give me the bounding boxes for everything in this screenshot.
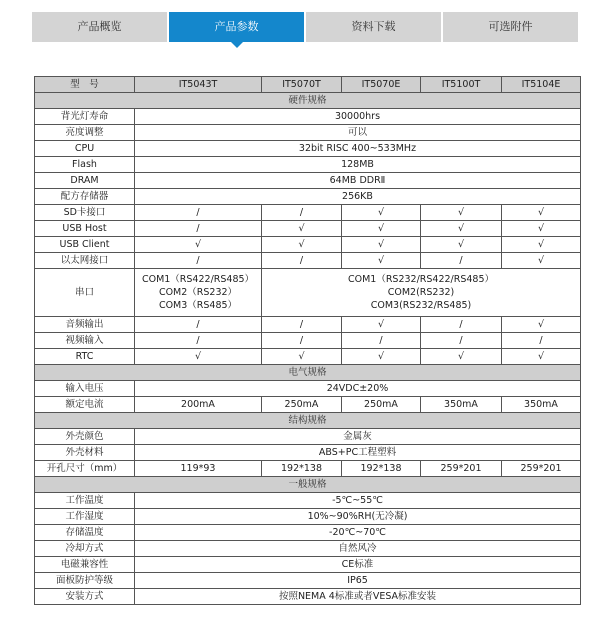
row-label: 外壳颜色 bbox=[35, 429, 135, 445]
cell: √ bbox=[342, 237, 421, 253]
table-row bbox=[35, 429, 581, 445]
cell: √ bbox=[502, 237, 581, 253]
section-electrical: 电气规格 bbox=[35, 365, 581, 381]
section-hardware: 硬件规格 bbox=[35, 93, 581, 109]
row-label: Flash bbox=[35, 157, 135, 173]
cell: / bbox=[421, 317, 502, 333]
table-row bbox=[35, 333, 581, 349]
row-label: 面板防护等级 bbox=[35, 573, 135, 589]
table-row bbox=[35, 349, 581, 365]
serial-line: COM1（RS232/RS422/RS485） bbox=[347, 274, 495, 285]
table-row bbox=[35, 317, 581, 333]
cell: 192*138 bbox=[342, 461, 421, 477]
cell: / bbox=[502, 333, 581, 349]
row-label: CPU bbox=[35, 141, 135, 157]
cell: / bbox=[262, 253, 342, 269]
row-value: ABS+PC工程塑料 bbox=[135, 445, 581, 461]
cell: √ bbox=[502, 317, 581, 333]
tab-overview[interactable]: 产品概览 bbox=[32, 12, 167, 42]
row-label: 安装方式 bbox=[35, 589, 135, 605]
cell: / bbox=[135, 205, 262, 221]
tab-parameters[interactable]: 产品参数 bbox=[169, 12, 304, 42]
cell: √ bbox=[502, 349, 581, 365]
row-label: 以太网接口 bbox=[35, 253, 135, 269]
table-row bbox=[35, 541, 581, 557]
cell: / bbox=[135, 333, 262, 349]
table-row bbox=[35, 109, 581, 125]
cell: √ bbox=[342, 317, 421, 333]
row-label: SD卡接口 bbox=[35, 205, 135, 221]
section-structure: 结构规格 bbox=[35, 413, 581, 429]
model-name: IT5104E bbox=[502, 77, 581, 93]
table-row bbox=[35, 221, 581, 237]
cell: 119*93 bbox=[135, 461, 262, 477]
row-value: 按照NEMA 4标准或者VESA标准安装 bbox=[135, 589, 581, 605]
model-name: IT5100T bbox=[421, 77, 502, 93]
row-value: -5℃~55℃ bbox=[135, 493, 581, 509]
serial-line: COM3（RS485） bbox=[158, 300, 238, 311]
section-general: 一般规格 bbox=[35, 477, 581, 493]
row-label: 开孔尺寸（mm） bbox=[35, 461, 135, 477]
cell: √ bbox=[135, 237, 262, 253]
cell: / bbox=[421, 333, 502, 349]
row-value: 32bit RISC 400~533MHz bbox=[135, 141, 581, 157]
cell: √ bbox=[262, 221, 342, 237]
row-value: 10%~90%RH(无冷凝) bbox=[135, 509, 581, 525]
table-row bbox=[35, 141, 581, 157]
cell: √ bbox=[502, 221, 581, 237]
cell: 250mA bbox=[342, 397, 421, 413]
table-row bbox=[35, 125, 581, 141]
cell: √ bbox=[342, 221, 421, 237]
row-label: 背光灯寿命 bbox=[35, 109, 135, 125]
table-row bbox=[35, 397, 581, 413]
cell: / bbox=[135, 317, 262, 333]
row-label: 存储温度 bbox=[35, 525, 135, 541]
tab-downloads[interactable]: 资料下载 bbox=[306, 12, 441, 42]
table-row bbox=[35, 253, 581, 269]
row-value: 64MB DDRⅡ bbox=[135, 173, 581, 189]
table-row bbox=[35, 381, 581, 397]
tab-accessories[interactable]: 可选附件 bbox=[443, 12, 578, 42]
row-label: DRAM bbox=[35, 173, 135, 189]
model-name: IT5043T bbox=[135, 77, 262, 93]
cell: / bbox=[342, 333, 421, 349]
cell: 250mA bbox=[262, 397, 342, 413]
row-value: 128MB bbox=[135, 157, 581, 173]
cell: / bbox=[135, 221, 262, 237]
row-value: -20℃~70℃ bbox=[135, 525, 581, 541]
serial-line: COM2(RS232) bbox=[387, 287, 455, 298]
cell: 350mA bbox=[421, 397, 502, 413]
row-value: 自然风冷 bbox=[135, 541, 581, 557]
row-value: CE标准 bbox=[135, 557, 581, 573]
row-value: IP65 bbox=[135, 573, 581, 589]
table-row bbox=[35, 269, 581, 317]
row-value: 金属灰 bbox=[135, 429, 581, 445]
cell: / bbox=[262, 333, 342, 349]
table-header-row bbox=[35, 77, 581, 93]
model-name: IT5070E bbox=[342, 77, 421, 93]
table-row bbox=[35, 557, 581, 573]
cell: √ bbox=[421, 221, 502, 237]
spec-table bbox=[34, 76, 581, 605]
serial-line: COM2（RS232） bbox=[158, 287, 238, 298]
cell: √ bbox=[135, 349, 262, 365]
table-row bbox=[35, 573, 581, 589]
cell: / bbox=[262, 317, 342, 333]
row-label: 工作湿度 bbox=[35, 509, 135, 525]
model-label: 型 号 bbox=[35, 77, 135, 93]
table-row bbox=[35, 445, 581, 461]
row-label: 视频输入 bbox=[35, 333, 135, 349]
cell: √ bbox=[262, 349, 342, 365]
row-label: USB Host bbox=[35, 221, 135, 237]
cell: √ bbox=[342, 253, 421, 269]
row-label: 电磁兼容性 bbox=[35, 557, 135, 573]
table-row bbox=[35, 189, 581, 205]
row-value: 256KB bbox=[135, 189, 581, 205]
table-row bbox=[35, 237, 581, 253]
row-label: 亮度调整 bbox=[35, 125, 135, 141]
row-value: 24VDC±20% bbox=[135, 381, 581, 397]
cell: 192*138 bbox=[262, 461, 342, 477]
row-label: USB Client bbox=[35, 237, 135, 253]
table-row bbox=[35, 493, 581, 509]
cell: 259*201 bbox=[421, 461, 502, 477]
row-label: 音频输出 bbox=[35, 317, 135, 333]
row-label: 外壳材料 bbox=[35, 445, 135, 461]
row-value: 30000hrs bbox=[135, 109, 581, 125]
table-row bbox=[35, 173, 581, 189]
cell: √ bbox=[421, 237, 502, 253]
cell: 200mA bbox=[135, 397, 262, 413]
table-row bbox=[35, 509, 581, 525]
cell: / bbox=[135, 253, 262, 269]
table-row bbox=[35, 461, 581, 477]
serial-line: COM3(RS232/RS485) bbox=[370, 300, 472, 311]
table-row bbox=[35, 157, 581, 173]
row-label: RTC bbox=[35, 349, 135, 365]
tab-bar bbox=[32, 12, 580, 42]
row-value: 可以 bbox=[135, 125, 581, 141]
cell: √ bbox=[421, 349, 502, 365]
cell: 350mA bbox=[502, 397, 581, 413]
cell: √ bbox=[262, 237, 342, 253]
table-row bbox=[35, 525, 581, 541]
table-row bbox=[35, 205, 581, 221]
row-label: 额定电流 bbox=[35, 397, 135, 413]
serial-cell bbox=[262, 269, 581, 317]
row-label: 冷却方式 bbox=[35, 541, 135, 557]
cell: 259*201 bbox=[502, 461, 581, 477]
cell: √ bbox=[342, 205, 421, 221]
cell: √ bbox=[502, 205, 581, 221]
row-label: 串口 bbox=[35, 269, 135, 317]
cell: √ bbox=[421, 205, 502, 221]
cell: / bbox=[421, 253, 502, 269]
table-row bbox=[35, 589, 581, 605]
model-name: IT5070T bbox=[262, 77, 342, 93]
row-label: 工作温度 bbox=[35, 493, 135, 509]
serial-cell bbox=[135, 269, 262, 317]
cell: √ bbox=[342, 349, 421, 365]
row-label: 输入电压 bbox=[35, 381, 135, 397]
cell: / bbox=[262, 205, 342, 221]
cell: √ bbox=[502, 253, 581, 269]
row-label: 配方存储器 bbox=[35, 189, 135, 205]
serial-line: COM1（RS422/RS485） bbox=[141, 274, 255, 285]
